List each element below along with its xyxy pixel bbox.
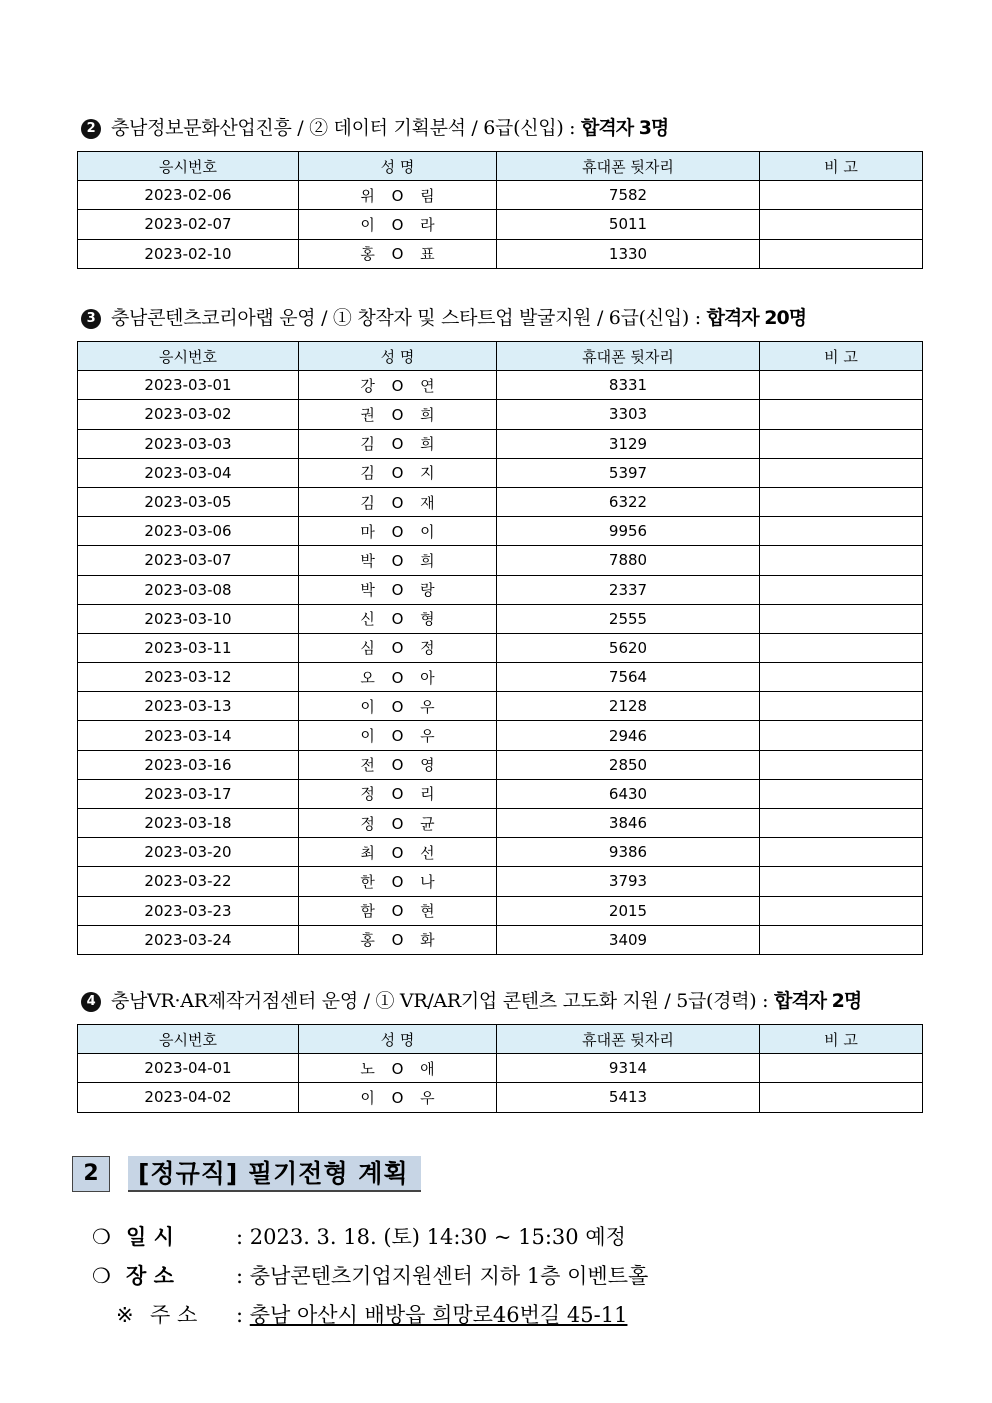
note-cell	[760, 1083, 923, 1112]
exam-no-cell: 2023-03-10	[78, 604, 299, 633]
pass-count: 합격자 20명	[706, 307, 807, 329]
note-cell	[760, 546, 923, 575]
address-sep: :	[236, 1303, 244, 1327]
note-mark: ※	[116, 1303, 134, 1327]
phone-cell: 8331	[497, 371, 760, 400]
table-header-row	[78, 152, 923, 181]
exam-no-cell: 2023-03-24	[78, 925, 299, 954]
table-body	[78, 181, 923, 269]
table-row	[78, 517, 923, 546]
table-row	[78, 750, 923, 779]
note-cell	[760, 1054, 923, 1083]
exam-no-cell: 2023-03-14	[78, 721, 299, 750]
name-cell: 오 O 아	[299, 663, 497, 692]
section-marker: 4	[81, 992, 101, 1012]
phone-cell: 1330	[497, 239, 760, 268]
note-cell	[760, 400, 923, 429]
date-value: : 2023. 3. 18. (토) 14:30 ~ 15:30 예정	[236, 1225, 626, 1249]
section-heading	[77, 113, 922, 143]
phone-cell: 2128	[497, 692, 760, 721]
result-table	[77, 341, 923, 955]
exam-no-cell: 2023-03-16	[78, 750, 299, 779]
plan-number: 2	[72, 1156, 110, 1192]
header-exam-no: 응시번호	[78, 152, 299, 181]
result-table	[77, 151, 923, 269]
section-2	[77, 113, 922, 269]
name-cell: 권 O 희	[299, 400, 497, 429]
header-note: 비 고	[760, 342, 923, 371]
phone-cell: 5620	[497, 633, 760, 662]
name-cell: 노 O 애	[299, 1054, 497, 1083]
note-cell	[760, 809, 923, 838]
plan-title: [정규직] 필기전형 계획	[128, 1156, 421, 1192]
note-cell	[760, 633, 923, 662]
phone-cell: 3409	[497, 925, 760, 954]
plan-place-line	[92, 1261, 648, 1291]
place-label: 장 소	[126, 1264, 174, 1288]
section-marker: 3	[81, 309, 101, 329]
name-cell: 김 O 희	[299, 429, 497, 458]
exam-no-cell: 2023-03-02	[78, 400, 299, 429]
note-cell	[760, 925, 923, 954]
name-cell: 이 O 우	[299, 721, 497, 750]
table-row	[78, 210, 923, 239]
phone-cell: 2015	[497, 896, 760, 925]
plan-date-line	[92, 1222, 626, 1252]
name-cell: 이 O 우	[299, 692, 497, 721]
section-title: 충남VR·AR제작거점센터 운영 / ① VR/AR기업 콘텐츠 고도화 지원 / 5급(경력) :	[111, 990, 769, 1012]
exam-no-cell: 2023-02-06	[78, 181, 299, 210]
exam-no-cell: 2023-02-07	[78, 210, 299, 239]
header-phone: 휴대폰 뒷자리	[497, 1025, 760, 1054]
table-row	[78, 692, 923, 721]
header-name: 성 명	[299, 152, 497, 181]
phone-cell: 5397	[497, 458, 760, 487]
table-header-row	[78, 342, 923, 371]
exam-no-cell: 2023-04-02	[78, 1083, 299, 1112]
phone-cell: 6430	[497, 779, 760, 808]
name-cell: 강 O 연	[299, 371, 497, 400]
table-row	[78, 604, 923, 633]
phone-cell: 2337	[497, 575, 760, 604]
name-cell: 이 O 우	[299, 1083, 497, 1112]
section-title: 충남콘텐츠코리아랩 운영 / ① 창작자 및 스타트업 발굴지원 / 6급(신입) :	[111, 307, 701, 329]
table-row	[78, 925, 923, 954]
result-table	[77, 1024, 923, 1113]
name-cell: 정 O 균	[299, 809, 497, 838]
note-cell	[760, 458, 923, 487]
phone-cell: 9386	[497, 838, 760, 867]
table-row	[78, 181, 923, 210]
note-cell	[760, 867, 923, 896]
name-cell: 마 O 이	[299, 517, 497, 546]
note-cell	[760, 575, 923, 604]
name-cell: 정 O 리	[299, 779, 497, 808]
table-row	[78, 867, 923, 896]
pass-count: 합격자 2명	[773, 990, 862, 1012]
exam-no-cell: 2023-03-05	[78, 487, 299, 516]
table-row	[78, 575, 923, 604]
header-phone: 휴대폰 뒷자리	[497, 342, 760, 371]
note-cell	[760, 896, 923, 925]
name-cell: 김 O 재	[299, 487, 497, 516]
note-cell	[760, 779, 923, 808]
exam-no-cell: 2023-03-03	[78, 429, 299, 458]
table-body	[78, 371, 923, 955]
section-heading	[77, 303, 922, 333]
header-name: 성 명	[299, 1025, 497, 1054]
exam-no-cell: 2023-03-04	[78, 458, 299, 487]
table-row	[78, 546, 923, 575]
note-cell	[760, 721, 923, 750]
note-cell	[760, 692, 923, 721]
exam-no-cell: 2023-03-06	[78, 517, 299, 546]
phone-cell: 3846	[497, 809, 760, 838]
note-cell	[760, 181, 923, 210]
table-row	[78, 809, 923, 838]
table-row	[78, 663, 923, 692]
exam-no-cell: 2023-03-07	[78, 546, 299, 575]
phone-cell: 5011	[497, 210, 760, 239]
exam-no-cell: 2023-03-12	[78, 663, 299, 692]
pass-count: 합격자 3명	[581, 117, 669, 139]
phone-cell: 2555	[497, 604, 760, 633]
note-cell	[760, 663, 923, 692]
header-exam-no: 응시번호	[78, 1025, 299, 1054]
phone-cell: 9956	[497, 517, 760, 546]
address-label: 주 소	[150, 1303, 198, 1327]
table-row	[78, 721, 923, 750]
plan-address-line	[116, 1300, 627, 1330]
place-value: : 충남콘텐츠기업지원센터 지하 1층 이벤트홀	[236, 1264, 649, 1288]
name-cell: 위 O 림	[299, 181, 497, 210]
table-row	[78, 896, 923, 925]
phone-cell: 3793	[497, 867, 760, 896]
section-marker: 2	[81, 119, 101, 139]
table-row	[78, 400, 923, 429]
name-cell: 홍 O 화	[299, 925, 497, 954]
table-row	[78, 458, 923, 487]
exam-no-cell: 2023-02-10	[78, 239, 299, 268]
section-4	[77, 986, 922, 1113]
table-row	[78, 487, 923, 516]
section-title: 충남정보문화산업진흥 / ② 데이터 기획분석 / 6급(신입) :	[111, 117, 576, 139]
table-row	[78, 429, 923, 458]
table-row	[78, 633, 923, 662]
name-cell: 박 O 희	[299, 546, 497, 575]
address-value: 충남 아산시 배방읍 희망로46번길 45-11	[249, 1303, 628, 1327]
exam-no-cell: 2023-03-08	[78, 575, 299, 604]
exam-no-cell: 2023-03-18	[78, 809, 299, 838]
note-cell	[760, 838, 923, 867]
exam-no-cell: 2023-03-22	[78, 867, 299, 896]
phone-cell: 7582	[497, 181, 760, 210]
header-name: 성 명	[299, 342, 497, 371]
table-row	[78, 779, 923, 808]
phone-cell: 7564	[497, 663, 760, 692]
name-cell: 최 O 선	[299, 838, 497, 867]
exam-no-cell: 2023-03-13	[78, 692, 299, 721]
exam-no-cell: 2023-03-23	[78, 896, 299, 925]
table-row	[78, 838, 923, 867]
phone-cell: 3129	[497, 429, 760, 458]
name-cell: 홍 O 표	[299, 239, 497, 268]
section-3	[77, 303, 922, 955]
header-note: 비 고	[760, 152, 923, 181]
phone-cell: 2946	[497, 721, 760, 750]
note-cell	[760, 517, 923, 546]
name-cell: 한 O 나	[299, 867, 497, 896]
note-cell	[760, 429, 923, 458]
bullet: ❍	[92, 1225, 111, 1249]
note-cell	[760, 750, 923, 779]
phone-cell: 7880	[497, 546, 760, 575]
header-exam-no: 응시번호	[78, 342, 299, 371]
phone-cell: 9314	[497, 1054, 760, 1083]
note-cell	[760, 487, 923, 516]
exam-no-cell: 2023-03-01	[78, 371, 299, 400]
name-cell: 함 O 현	[299, 896, 497, 925]
table-row	[78, 1083, 923, 1112]
bullet: ❍	[92, 1264, 111, 1288]
exam-no-cell: 2023-03-20	[78, 838, 299, 867]
note-cell	[760, 210, 923, 239]
table-header-row	[78, 1025, 923, 1054]
name-cell: 김 O 지	[299, 458, 497, 487]
name-cell: 이 O 라	[299, 210, 497, 239]
phone-cell: 6322	[497, 487, 760, 516]
name-cell: 박 O 랑	[299, 575, 497, 604]
note-cell	[760, 239, 923, 268]
note-cell	[760, 371, 923, 400]
table-row	[78, 239, 923, 268]
phone-cell: 2850	[497, 750, 760, 779]
table-row	[78, 371, 923, 400]
header-phone: 휴대폰 뒷자리	[497, 152, 760, 181]
exam-no-cell: 2023-03-17	[78, 779, 299, 808]
exam-no-cell: 2023-04-01	[78, 1054, 299, 1083]
note-cell	[760, 604, 923, 633]
table-body	[78, 1054, 923, 1112]
section-heading	[77, 986, 922, 1016]
table-row	[78, 1054, 923, 1083]
name-cell: 전 O 영	[299, 750, 497, 779]
phone-cell: 3303	[497, 400, 760, 429]
exam-no-cell: 2023-03-11	[78, 633, 299, 662]
phone-cell: 5413	[497, 1083, 760, 1112]
name-cell: 신 O 형	[299, 604, 497, 633]
name-cell: 심 O 정	[299, 633, 497, 662]
date-label: 일 시	[126, 1225, 174, 1249]
header-note: 비 고	[760, 1025, 923, 1054]
